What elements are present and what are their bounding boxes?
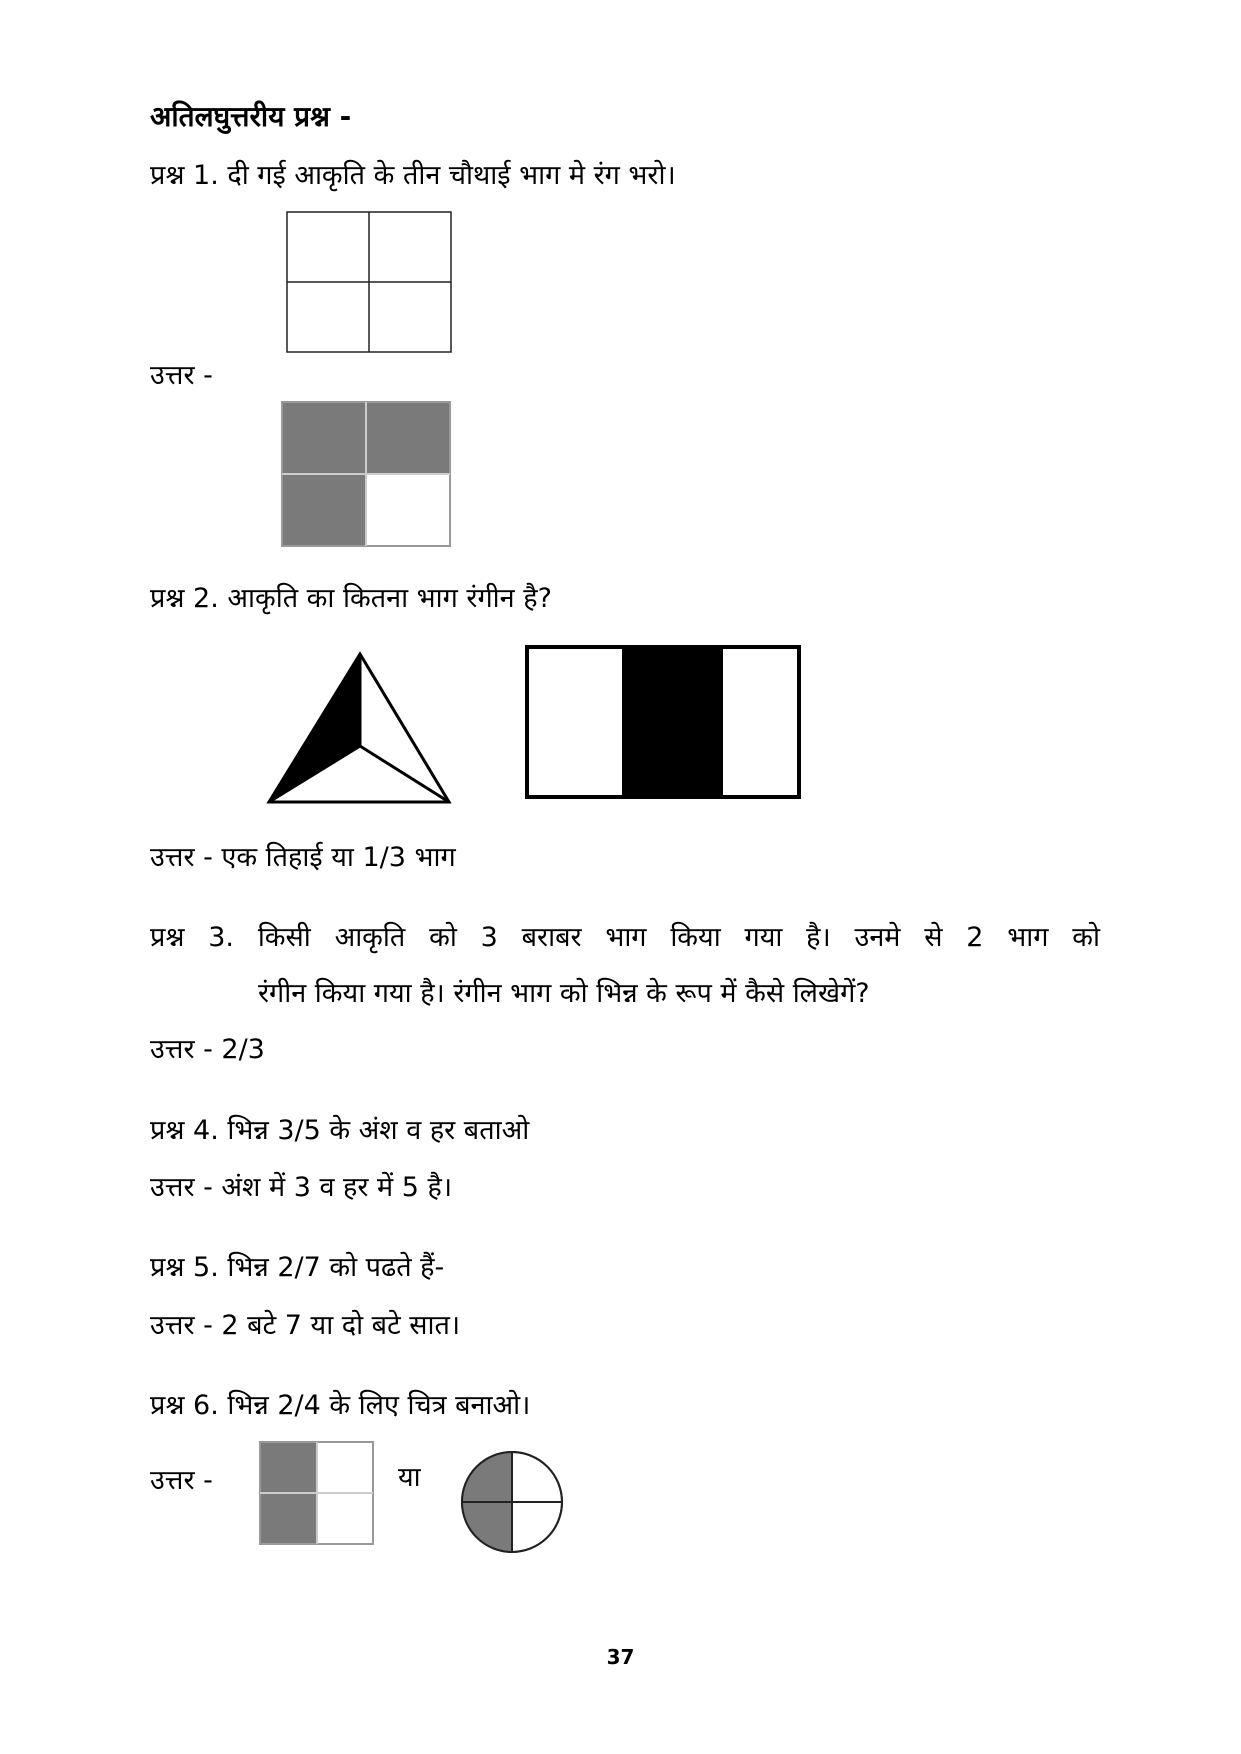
page-number: 37 — [606, 1645, 635, 1669]
q6-circle-figure — [458, 1448, 566, 1556]
or-text: या — [398, 1462, 421, 1493]
answer-5: उत्तर - 2 बटे 7 या दो बटे सात। — [150, 1310, 461, 1341]
question-2: प्रश्न 2. आकृति का कितना भाग रंगीन है? — [150, 583, 552, 614]
answer-4: उत्तर - अंश में 3 व हर में 5 है। — [150, 1172, 453, 1203]
q2-rectangle-figure — [525, 645, 805, 800]
question-5: प्रश्न 5. भिन्न 2/7 को पढते हैं- — [150, 1252, 445, 1283]
answer-3: उत्तर - 2/3 — [150, 1034, 265, 1065]
question-6: प्रश्न 6. भिन्न 2/4 के लिए चित्र बनाओ। — [150, 1390, 531, 1421]
answer-6-label: उत्तर - — [150, 1465, 213, 1496]
answer-2: उत्तर - एक तिहाई या 1/3 भाग — [150, 842, 456, 873]
question-3-line-1: प्रश्न 3. किसी आकृति को 3 बराबर भाग किया गया है। उनमे से 2 भाग को — [150, 922, 1100, 953]
q2-triangle-figure — [265, 650, 455, 805]
question-3-line-2: रंगीन किया गया है। रंगीन भाग को भिन्न के रूप में कैसे लिखेगें? — [258, 978, 870, 1009]
question-1: प्रश्न 1. दी गई आकृति के तीन चौथाई भाग मे रंग भरो। — [150, 160, 676, 191]
answer-1-label: उत्तर - — [150, 360, 213, 391]
q1-answer-shaded-square-figure — [280, 400, 455, 550]
heading: अतिलघुत्तरीय प्रश्न - — [150, 100, 352, 133]
question-4: प्रश्न 4. भिन्न 3/5 के अंश व हर बताओ — [150, 1115, 530, 1146]
q6-square-figure — [258, 1440, 376, 1548]
q1-empty-square-figure — [285, 210, 455, 355]
